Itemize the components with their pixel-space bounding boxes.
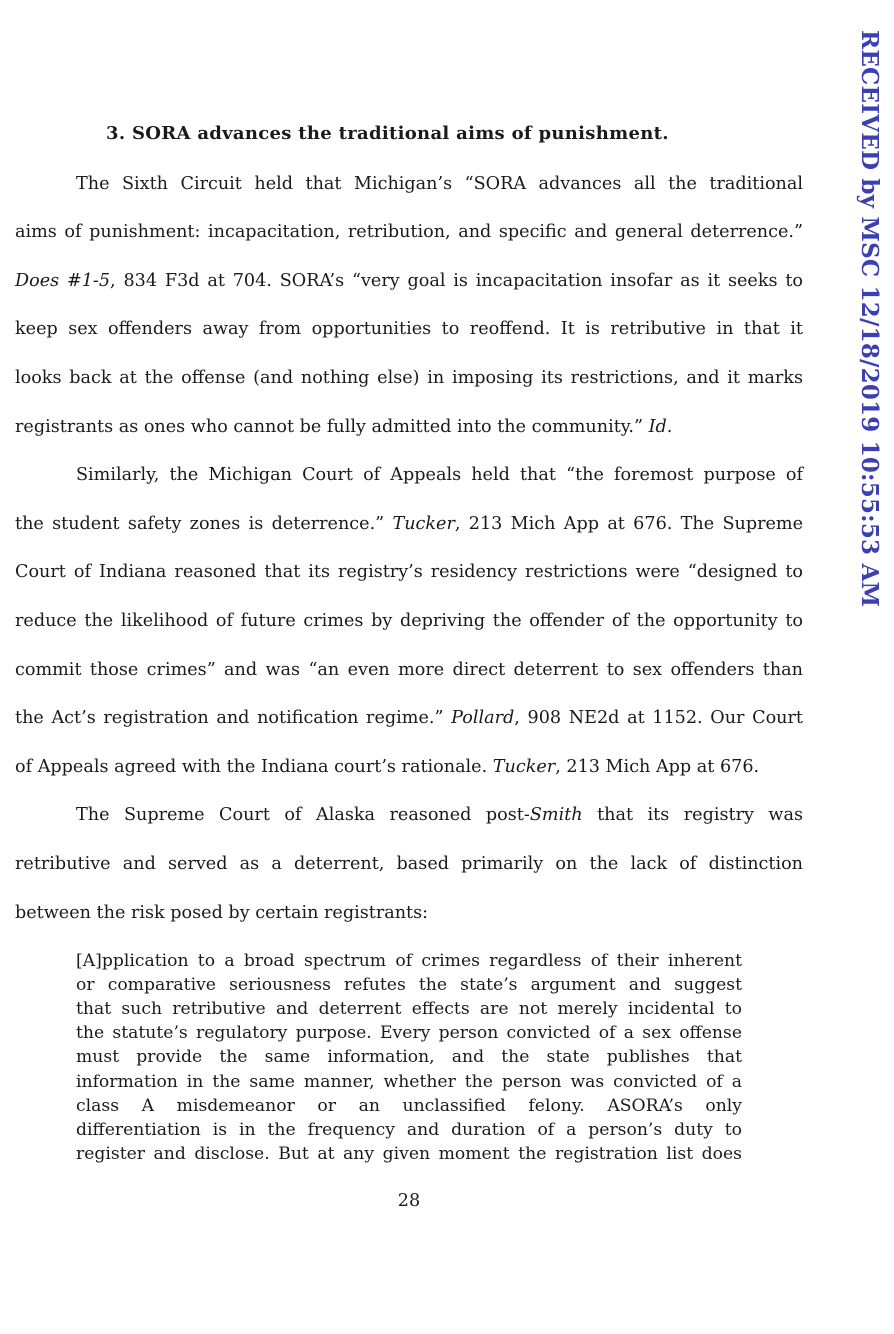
id-citation-italic: Id.	[648, 417, 673, 437]
paragraph-2-line-7-text-a: of Appeals agreed with the Indiana court’s rationale.	[15, 757, 493, 777]
case-name-italic: Pollard	[451, 708, 515, 728]
paragraph-1-line-3-text: , 834 F3d at 704. SORA’s “very goal is incapacitation insofar as it seeks to	[110, 271, 804, 291]
paragraph-2-line-7-text-b: , 213 Mich App at 676.	[555, 757, 760, 777]
paragraph-1-line-2: aims of punishment: incapacitation, retribution, and specific and general deterrence.”	[15, 222, 803, 242]
blockquote-line: that such retributive and deterrent effects are not merely incidental to	[76, 999, 742, 1019]
paragraph-1-line-6	[15, 416, 803, 438]
paragraph-3-line-2: retributive and served as a deterrent, based primarily on the lack of distinction	[15, 854, 803, 874]
case-name-italic: Smith	[529, 805, 583, 825]
paragraph-2-line-6-text-a: the Act’s registration and notification regime.”	[15, 708, 452, 728]
paragraph-2-line-2	[15, 513, 803, 535]
paragraph-1-line-1: The Sixth Circuit held that Michigan’s “SORA advances all the traditional	[76, 174, 803, 194]
blockquote-line: register and disclose. But at any given moment the registration list does	[76, 1144, 742, 1164]
case-name-italic: Tucker	[492, 757, 556, 777]
paragraph-2-line-1: Similarly, the Michigan Court of Appeals held that “the foremost purpose of	[76, 465, 803, 485]
blockquote-line: information in the same manner, whether the person was convicted of a	[76, 1072, 742, 1092]
paragraph-2-line-2-text-b: , 213 Mich App at 676. The Supreme	[454, 514, 804, 534]
paragraph-3-line-1	[76, 804, 803, 826]
received-stamp-text: RECEIVED by MSC 12/18/2019 10:55:53 AM	[856, 30, 883, 608]
blockquote-line: the statute’s regulatory purpose. Every person convicted of a sex offense	[76, 1023, 742, 1043]
paragraph-1-line-5: looks back at the offense (and nothing else) in imposing its restrictions, and it marks	[15, 368, 803, 388]
paragraph-3-line-1-text-b: that its registry was	[582, 805, 804, 825]
paragraph-2-line-2-text-a: the student safety zones is deterrence.”	[15, 514, 393, 534]
blockquote-line: must provide the same information, and the state publishes that	[76, 1047, 742, 1067]
case-name-italic: Tucker	[392, 514, 455, 534]
paragraph-2-line-7	[15, 756, 803, 778]
page-number: 28	[397, 1191, 421, 1211]
blockquote-line: class A misdemeanor or an unclassified felony. ASORA’s only	[76, 1096, 742, 1116]
paragraph-1-line-4: keep sex offenders away from opportunities to reoffend. It is retributive in that it	[15, 319, 803, 339]
paragraph-2-line-6-text-b: , 908 NE2d at 1152. Our Court	[514, 708, 803, 728]
case-name-italic: Does #1-5	[15, 271, 111, 291]
blockquote-line: [A]pplication to a broad spectrum of crimes regardless of their inherent	[76, 951, 742, 971]
paragraph-2-line-4: reduce the likelihood of future crimes by depriving the offender of the opportunity to	[15, 611, 803, 631]
paragraph-3-line-1-text-a: The Supreme Court of Alaska reasoned post-	[76, 805, 530, 825]
paragraph-3-line-3: between the risk posed by certain registrants:	[15, 903, 429, 923]
blockquote-line: or comparative seriousness refutes the state’s argument and suggest	[76, 975, 742, 995]
received-stamp	[843, 30, 894, 608]
paragraph-2-line-6	[15, 707, 803, 729]
paragraph-2-line-3: Court of Indiana reasoned that its registry’s residency restrictions were “designed to	[15, 562, 803, 582]
blockquote-line: differentiation is in the frequency and duration of a person’s duty to	[76, 1120, 742, 1140]
paragraph-1-line-6-text: registrants as ones who cannot be fully admitted into the community.”	[15, 417, 649, 437]
paragraph-2-line-5: commit those crimes” and was “an even more direct deterrent to sex offenders than	[15, 660, 803, 680]
paragraph-1-line-3	[15, 270, 803, 292]
section-heading: 3. SORA advances the traditional aims of punishment.	[106, 123, 669, 144]
